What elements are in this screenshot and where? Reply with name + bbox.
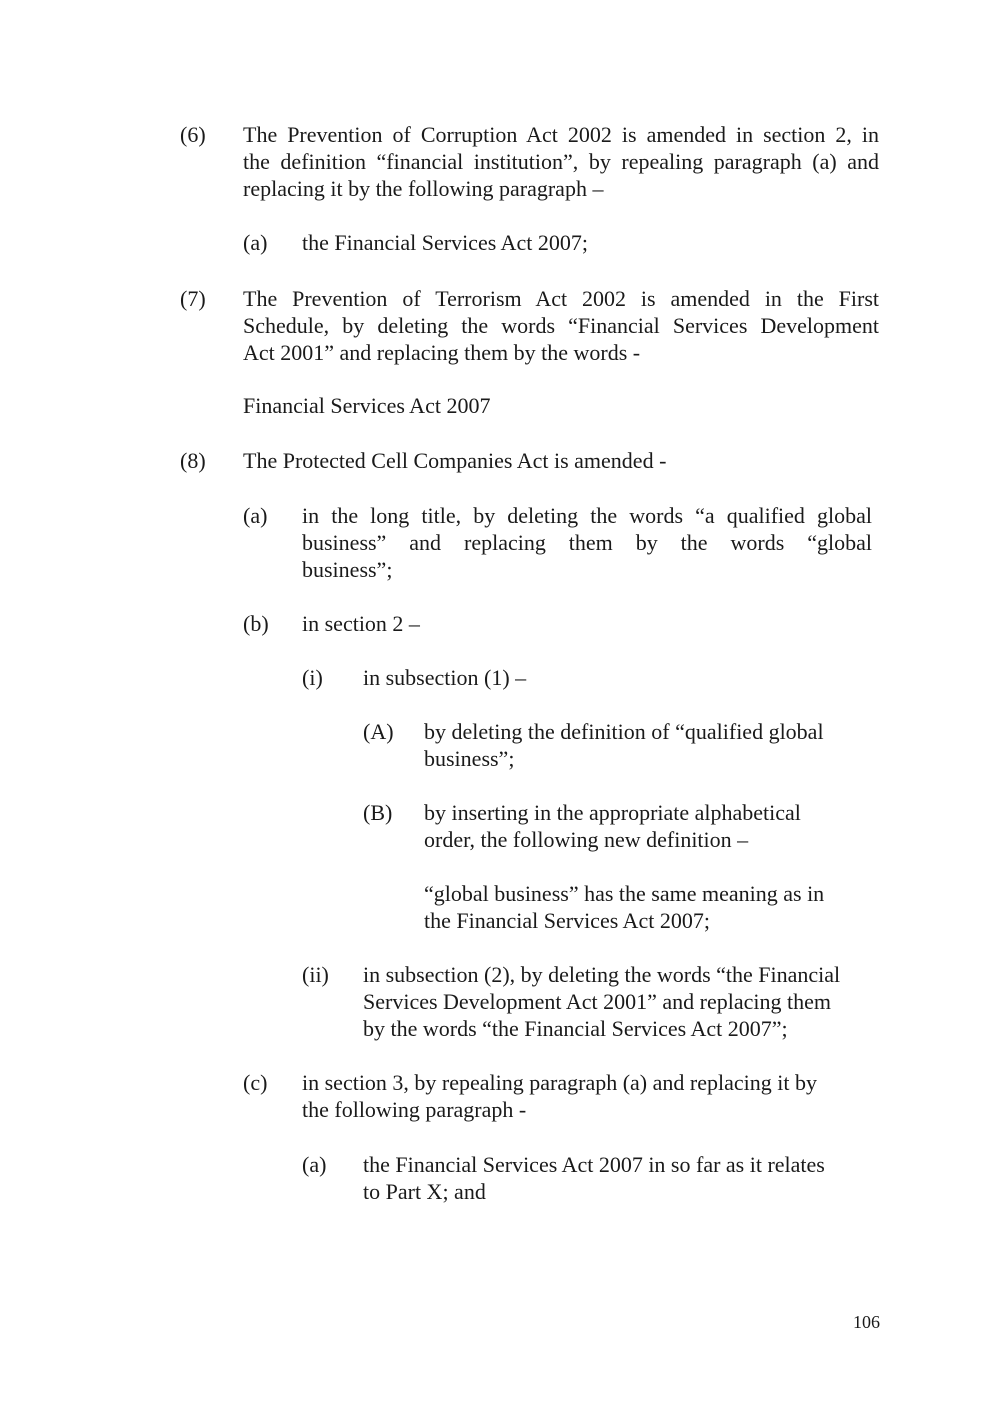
section-text: The Prevention of Terrorism Act 2002 is amended in the First Schedule, by deleting the words “Financial Services Development Act 2001” and replacing them by the words -	[243, 286, 879, 365]
subparagraph-number: (ii)	[302, 962, 329, 987]
paragraph-number: (b)	[243, 611, 269, 636]
paragraph-text: in section 3, by repealing paragraph (a) and replacing it by the following paragraph -	[302, 1070, 817, 1122]
item-text: by inserting in the appropriate alphabetical order, the following new definition –	[424, 800, 801, 852]
paragraph-text: in section 2 –	[302, 611, 420, 636]
item-B-new-definition: “global business” has the same meaning as in the Financial Services Act 2007;	[424, 881, 825, 933]
paragraph-number: (a)	[243, 503, 268, 528]
section-text: The Prevention of Corruption Act 2002 is amended in section 2, in the definition “financial institution”, by repealing paragraph (a) and replacing it by the following paragraph –	[243, 122, 879, 201]
paragraph-text: in the long title, by deleting the words “a qualified global business” and replacing them by the words “global business”;	[302, 503, 872, 582]
paragraph-text: the Financial Services Act 2007;	[302, 230, 588, 255]
paragraph-number: (c)	[243, 1070, 268, 1095]
item-number: (B)	[363, 800, 393, 825]
subparagraph-number: (i)	[302, 665, 323, 690]
section-number: (7)	[180, 286, 206, 311]
section-7-replacement-words: Financial Services Act 2007	[243, 393, 491, 418]
paragraph-text: the Financial Services Act 2007 in so far as it relates to Part X; and	[363, 1152, 825, 1204]
paragraph-number: (a)	[302, 1152, 327, 1177]
item-number: (A)	[363, 719, 394, 744]
section-number: (6)	[180, 122, 206, 147]
subparagraph-text: in subsection (2), by deleting the words “the Financial Services Development Act 2001” and replacing them by the words “the Financial Services Act 2007”;	[363, 962, 841, 1041]
item-text: by deleting the definition of “qualified global business”;	[424, 719, 824, 771]
section-text: The Protected Cell Companies Act is amended -	[243, 448, 667, 473]
paragraph-number: (a)	[243, 230, 268, 255]
section-number: (8)	[180, 448, 206, 473]
subparagraph-text: in subsection (1) –	[363, 665, 527, 690]
page-number: 106	[853, 1312, 880, 1332]
